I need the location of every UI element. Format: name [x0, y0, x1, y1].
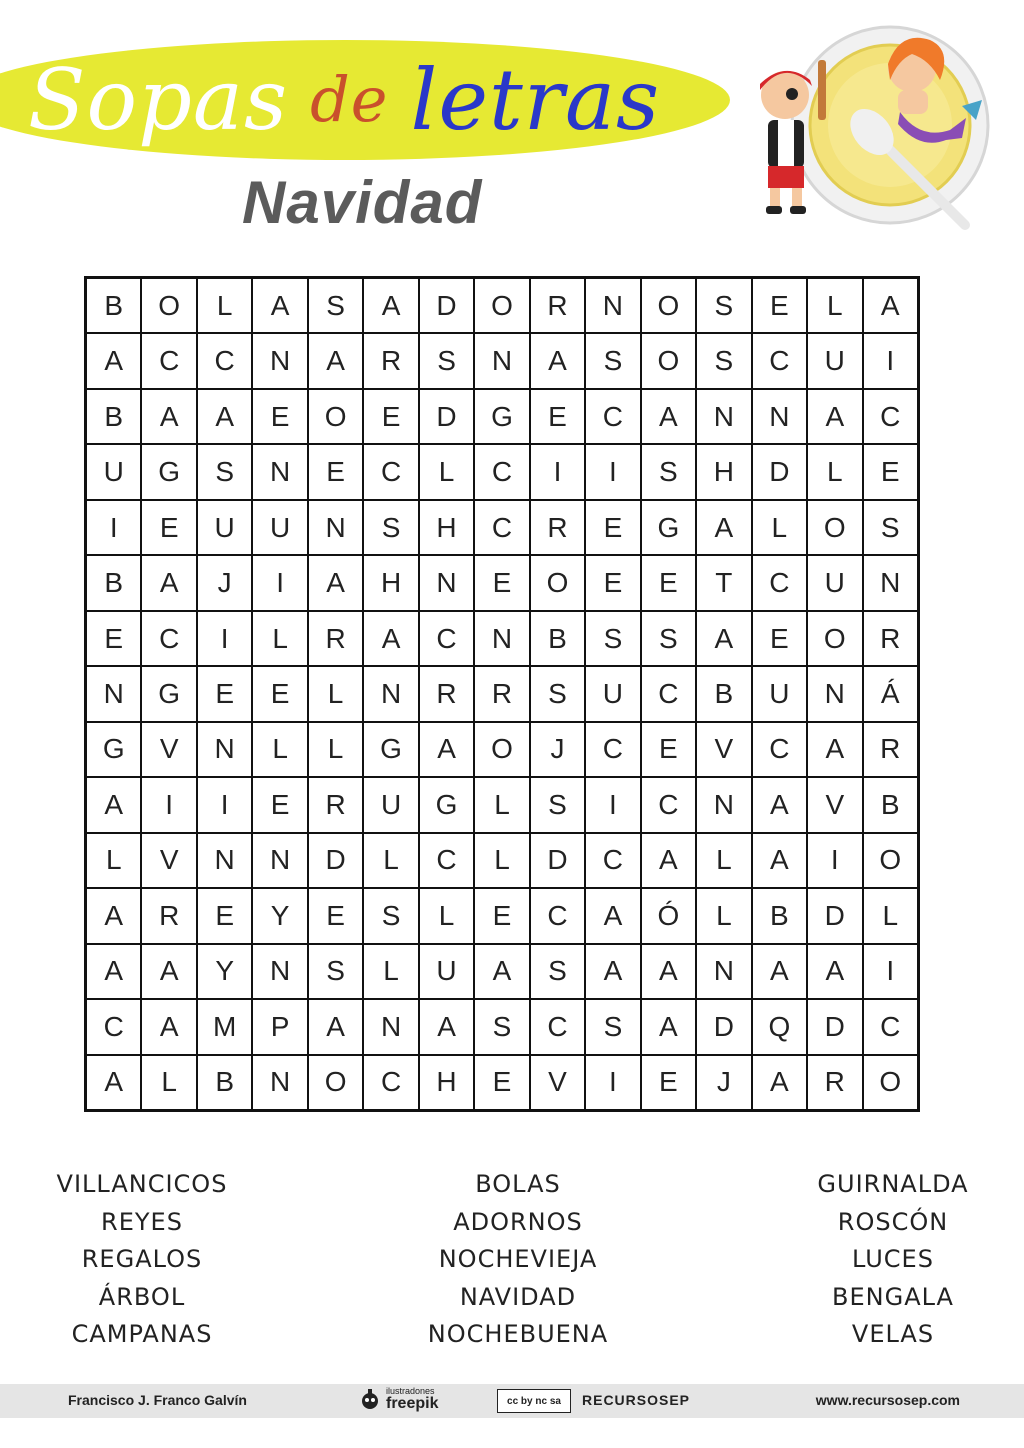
grid-cell: E	[586, 556, 639, 609]
word-item: GUIRNALDA	[817, 1170, 969, 1198]
grid-cell: O	[864, 1056, 917, 1109]
grid-cell: L	[87, 834, 140, 887]
grid-cell: C	[475, 445, 528, 498]
grid-cell: E	[864, 445, 917, 498]
grid-cell: U	[364, 778, 417, 831]
grid-cell: A	[531, 334, 584, 387]
word-list-column-3	[743, 1166, 1024, 1354]
freepik-label: freepik	[386, 1395, 439, 1412]
word-item: BENGALA	[832, 1282, 954, 1311]
word-item: ROSCÓN	[837, 1207, 949, 1236]
grid-cell: A	[142, 556, 195, 609]
grid-cell: C	[475, 501, 528, 554]
grid-cell: O	[864, 834, 917, 887]
grid-cell: S	[586, 612, 639, 665]
grid-cell: N	[198, 834, 251, 887]
grid-cell: N	[87, 667, 140, 720]
grid-cell: V	[808, 778, 861, 831]
grid-cell: C	[753, 723, 806, 776]
grid-cell: O	[531, 556, 584, 609]
grid-cell: V	[142, 834, 195, 887]
grid-cell: E	[253, 778, 306, 831]
grid-cell: D	[420, 390, 473, 443]
grid-cell: B	[531, 612, 584, 665]
grid-cell: G	[142, 667, 195, 720]
grid-cell: N	[697, 390, 750, 443]
title-word-de: de	[310, 63, 389, 136]
grid-cell: G	[420, 778, 473, 831]
grid-cell: S	[586, 334, 639, 387]
word-item: NOCHEVIEJA	[438, 1245, 598, 1273]
grid-cell: C	[364, 445, 417, 498]
grid-cell: E	[642, 1056, 695, 1109]
grid-cell: S	[309, 945, 362, 998]
word-list-column-2	[368, 1166, 668, 1354]
grid-cell: O	[642, 279, 695, 332]
grid-cell: O	[309, 390, 362, 443]
grid-cell: C	[864, 390, 917, 443]
grid-cell: C	[531, 889, 584, 942]
grid-cell: S	[697, 279, 750, 332]
grid-cell: E	[531, 390, 584, 443]
grid-cell: N	[420, 556, 473, 609]
grid-cell: R	[531, 279, 584, 332]
grid-cell: A	[697, 612, 750, 665]
grid-cell: L	[808, 279, 861, 332]
grid-cell: T	[697, 556, 750, 609]
license-label: cc by nc sa	[507, 1395, 561, 1407]
grid-cell: N	[253, 334, 306, 387]
grid-cell: Ó	[642, 889, 695, 942]
grid-cell: Y	[253, 889, 306, 942]
grid-cell: A	[753, 945, 806, 998]
grid-cell: L	[309, 723, 362, 776]
word-list-column-1	[0, 1166, 292, 1354]
grid-cell: E	[198, 889, 251, 942]
grid-cell: A	[309, 334, 362, 387]
grid-cell: N	[253, 945, 306, 998]
grid-cell: B	[87, 279, 140, 332]
grid-cell: S	[697, 334, 750, 387]
grid-cell: S	[198, 445, 251, 498]
grid-cell: S	[364, 889, 417, 942]
grid-cell: C	[864, 1000, 917, 1053]
grid-cell: L	[198, 279, 251, 332]
grid-cell: N	[697, 945, 750, 998]
word-item: VELAS	[851, 1320, 935, 1348]
grid-cell: E	[364, 390, 417, 443]
grid-cell: G	[142, 445, 195, 498]
grid-cell: E	[642, 556, 695, 609]
grid-cell: I	[586, 1056, 639, 1109]
grid-cell: A	[753, 778, 806, 831]
grid-cell: R	[364, 334, 417, 387]
grid-cell: A	[142, 945, 195, 998]
grid-cell: L	[253, 723, 306, 776]
grid-cell: N	[586, 279, 639, 332]
grid-cell: A	[87, 889, 140, 942]
grid-cell: R	[531, 501, 584, 554]
grid-cell: U	[586, 667, 639, 720]
grid-cell: L	[420, 445, 473, 498]
word-item: BOLAS	[475, 1170, 561, 1198]
grid-cell: S	[475, 1000, 528, 1053]
grid-cell: A	[642, 390, 695, 443]
grid-cell: A	[87, 1056, 140, 1109]
grid-cell: D	[808, 889, 861, 942]
grid-cell: L	[753, 501, 806, 554]
title-word-sopas: Sopas	[28, 51, 289, 149]
footer-bar	[0, 1384, 1024, 1418]
grid-cell: A	[253, 279, 306, 332]
word-item: VILLANCICOS	[56, 1170, 228, 1198]
website-link[interactable]: www.recursosep.com	[815, 1392, 960, 1408]
grid-cell: J	[198, 556, 251, 609]
grid-cell: A	[697, 501, 750, 554]
freepik-credit	[358, 1386, 438, 1412]
grid-cell: A	[864, 279, 917, 332]
grid-cell: A	[475, 945, 528, 998]
grid-cell: N	[808, 667, 861, 720]
grid-cell: R	[864, 612, 917, 665]
grid-cell: V	[697, 723, 750, 776]
grid-cell: D	[753, 445, 806, 498]
grid-cell: N	[253, 445, 306, 498]
grid-cell: D	[531, 834, 584, 887]
grid-cell: S	[531, 667, 584, 720]
grid-cell: S	[531, 945, 584, 998]
grid-cell: D	[808, 1000, 861, 1053]
creative-commons-badge	[497, 1389, 571, 1413]
grid-cell: L	[309, 667, 362, 720]
word-item: REYES	[101, 1207, 183, 1236]
grid-cell: B	[864, 778, 917, 831]
grid-cell: L	[142, 1056, 195, 1109]
grid-cell: O	[642, 334, 695, 387]
grid-cell: S	[586, 1000, 639, 1053]
grid-cell: C	[87, 1000, 140, 1053]
grid-cell: U	[198, 501, 251, 554]
grid-cell: P	[253, 1000, 306, 1053]
grid-cell: C	[420, 834, 473, 887]
grid-cell: C	[586, 834, 639, 887]
word-item: ADORNOS	[453, 1207, 583, 1236]
grid-cell: C	[142, 612, 195, 665]
grid-cell: E	[253, 667, 306, 720]
grid-cell: L	[864, 889, 917, 942]
grid-cell: C	[753, 334, 806, 387]
grid-cell: I	[586, 445, 639, 498]
grid-cell: A	[753, 1056, 806, 1109]
page-subtitle: Navidad	[242, 169, 483, 236]
grid-cell: E	[475, 1056, 528, 1109]
grid-cell: L	[475, 778, 528, 831]
grid-cell: L	[364, 945, 417, 998]
grid-cell: O	[475, 279, 528, 332]
grid-cell: N	[253, 834, 306, 887]
grid-cell: U	[87, 445, 140, 498]
grid-cell: E	[142, 501, 195, 554]
grid-cell: S	[309, 279, 362, 332]
grid-cell: S	[642, 612, 695, 665]
grid-cell: J	[697, 1056, 750, 1109]
freepik-small-label: ilustradones	[386, 1386, 435, 1396]
grid-cell: S	[364, 501, 417, 554]
grid-cell: U	[808, 556, 861, 609]
grid-cell: O	[309, 1056, 362, 1109]
grid-cell: E	[309, 445, 362, 498]
grid-cell: B	[87, 556, 140, 609]
grid-cell: I	[864, 334, 917, 387]
brand-label: RECURSOSEP	[582, 1392, 691, 1408]
grid-cell: R	[808, 1056, 861, 1109]
grid-cell: N	[253, 1056, 306, 1109]
grid-cell: E	[309, 889, 362, 942]
grid-cell: E	[475, 889, 528, 942]
grid-cell: A	[87, 334, 140, 387]
grid-cell: D	[697, 1000, 750, 1053]
grid-cell: G	[364, 723, 417, 776]
grid-cell: C	[586, 723, 639, 776]
grid-cell: G	[642, 501, 695, 554]
grid-cell: B	[87, 390, 140, 443]
grid-cell: I	[531, 445, 584, 498]
grid-cell: I	[808, 834, 861, 887]
grid-cell: N	[198, 723, 251, 776]
grid-cell: H	[364, 556, 417, 609]
grid-cell: A	[198, 390, 251, 443]
grid-cell: L	[697, 889, 750, 942]
grid-cell: L	[475, 834, 528, 887]
grid-cell: N	[864, 556, 917, 609]
grid-cell: L	[364, 834, 417, 887]
grid-cell: N	[364, 667, 417, 720]
grid-cell: E	[642, 723, 695, 776]
word-search-grid	[84, 276, 920, 1112]
grid-cell: O	[808, 612, 861, 665]
grid-cell: C	[642, 667, 695, 720]
grid-cell: E	[87, 612, 140, 665]
grid-cell: D	[420, 279, 473, 332]
grid-cell: N	[309, 501, 362, 554]
grid-cell: G	[475, 390, 528, 443]
grid-cell: A	[142, 390, 195, 443]
grid-cell: A	[753, 834, 806, 887]
grid-cell: C	[198, 334, 251, 387]
grid-cell: L	[420, 889, 473, 942]
grid-cell: A	[808, 390, 861, 443]
grid-cell: I	[198, 778, 251, 831]
grid-cell: S	[420, 334, 473, 387]
grid-cell: U	[253, 501, 306, 554]
grid-cell: E	[753, 612, 806, 665]
grid-cell: B	[697, 667, 750, 720]
grid-cell: U	[420, 945, 473, 998]
grid-cell: L	[808, 445, 861, 498]
grid-cell: E	[253, 390, 306, 443]
grid-cell: N	[475, 612, 528, 665]
grid-cell: V	[531, 1056, 584, 1109]
grid-cell: G	[87, 723, 140, 776]
grid-cell: I	[198, 612, 251, 665]
grid-cell: A	[87, 945, 140, 998]
grid-cell: A	[87, 778, 140, 831]
grid-cell: Á	[864, 667, 917, 720]
word-item: ÁRBOL	[98, 1282, 186, 1311]
grid-cell: I	[87, 501, 140, 554]
grid-cell: E	[753, 279, 806, 332]
title-word-letras: letras	[410, 51, 661, 149]
grid-cell: B	[753, 889, 806, 942]
grid-cell: A	[808, 723, 861, 776]
grid-cell: A	[309, 1000, 362, 1053]
grid-cell: H	[420, 501, 473, 554]
grid-cell: O	[142, 279, 195, 332]
word-item: CAMPANAS	[71, 1320, 213, 1348]
grid-cell: S	[531, 778, 584, 831]
grid-cell: A	[420, 723, 473, 776]
word-item: NAVIDAD	[459, 1282, 577, 1311]
grid-cell: R	[864, 723, 917, 776]
grid-cell: O	[475, 723, 528, 776]
page-title	[28, 40, 660, 160]
grid-cell: D	[309, 834, 362, 887]
grid-cell: V	[142, 723, 195, 776]
grid-cell: J	[531, 723, 584, 776]
grid-cell: M	[198, 1000, 251, 1053]
grid-cell: I	[586, 778, 639, 831]
grid-cell: A	[309, 556, 362, 609]
grid-cell: E	[475, 556, 528, 609]
kids-soup-illustration	[730, 20, 1000, 235]
grid-cell: C	[531, 1000, 584, 1053]
grid-cell: O	[808, 501, 861, 554]
grid-cell: N	[697, 778, 750, 831]
grid-cell: A	[420, 1000, 473, 1053]
grid-cell: H	[420, 1056, 473, 1109]
word-item: LUCES	[852, 1245, 934, 1273]
grid-cell: N	[753, 390, 806, 443]
grid-cell: N	[364, 1000, 417, 1053]
freepik-logo-icon	[358, 1387, 382, 1411]
grid-cell: I	[864, 945, 917, 998]
grid-cell: R	[309, 778, 362, 831]
grid-cell: H	[697, 445, 750, 498]
grid-cell: A	[642, 945, 695, 998]
grid-cell: R	[475, 667, 528, 720]
grid-cell: U	[808, 334, 861, 387]
grid-cell: Y	[198, 945, 251, 998]
author-credit: Francisco J. Franco Galvín	[68, 1392, 247, 1408]
grid-cell: N	[475, 334, 528, 387]
grid-cell: Q	[753, 1000, 806, 1053]
grid-cell: R	[309, 612, 362, 665]
grid-cell: A	[642, 834, 695, 887]
grid-cell: A	[586, 889, 639, 942]
grid-cell: C	[420, 612, 473, 665]
grid-cell: A	[586, 945, 639, 998]
grid-cell: A	[642, 1000, 695, 1053]
grid-cell: L	[697, 834, 750, 887]
grid-cell: A	[142, 1000, 195, 1053]
grid-cell: A	[364, 279, 417, 332]
grid-cell: E	[586, 501, 639, 554]
grid-cell: S	[864, 501, 917, 554]
grid-cell: A	[808, 945, 861, 998]
grid-cell: B	[198, 1056, 251, 1109]
grid-cell: R	[142, 889, 195, 942]
grid-cell: A	[364, 612, 417, 665]
word-item: NOCHEBUENA	[427, 1320, 609, 1348]
grid-cell: C	[364, 1056, 417, 1109]
grid-cell: I	[142, 778, 195, 831]
grid-cell: E	[198, 667, 251, 720]
grid-cell: C	[142, 334, 195, 387]
word-item: REGALOS	[81, 1245, 203, 1273]
grid-cell: L	[253, 612, 306, 665]
grid-cell: U	[753, 667, 806, 720]
grid-cell: C	[753, 556, 806, 609]
grid-cell: R	[420, 667, 473, 720]
grid-cell: S	[642, 445, 695, 498]
grid-cell: C	[642, 778, 695, 831]
grid-cell: I	[253, 556, 306, 609]
grid-cell: C	[586, 390, 639, 443]
